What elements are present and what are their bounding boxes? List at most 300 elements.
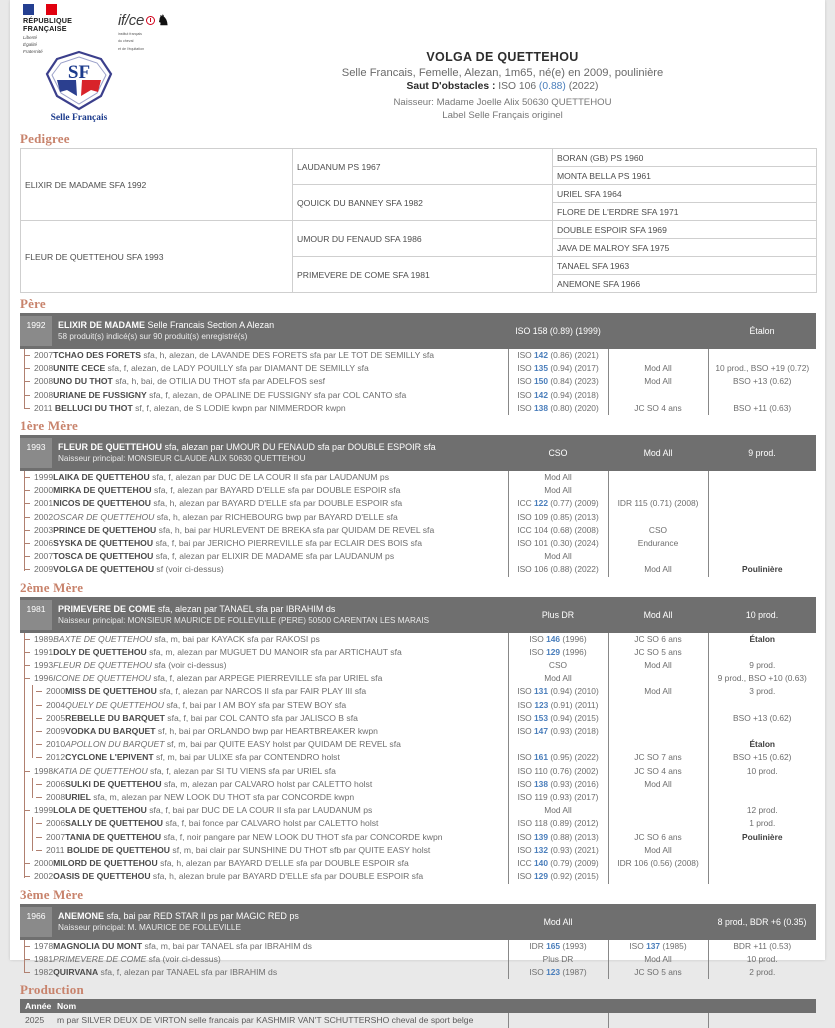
horse-name-cell: ICONE DE QUETTEHOU (53, 673, 152, 684)
birth-year: 2007 (46, 831, 66, 842)
horse-name-cell: MIRKA DE QUETTEHOU (53, 485, 152, 496)
index-col2: ISO 142 (0.86) (2021) (517, 350, 599, 360)
index-col3 (611, 511, 706, 524)
ifce-sub1: institut français (118, 32, 142, 36)
birth-year: 2011 (46, 844, 67, 855)
birth-year: 2001 (34, 498, 54, 509)
list-item (24, 362, 506, 375)
generation-header-col2: CSO (508, 435, 608, 471)
horse-detail: sfa, h, alezan par BAYARD D'ELLE sfa par DOUBLE ESPOIR sfa (151, 498, 403, 509)
index-col2: ISO 142 (0.94) (2018) (517, 389, 599, 400)
index-col2: Mod All (544, 805, 572, 816)
generation-header-col2: Mod All (508, 904, 608, 940)
pedigree-g3: ANEMONE SFA 1966 (553, 275, 817, 293)
generation-header-name: 1993 FLEUR DE QUETTEHOU sfa, alezan par UMOUR DU FENAUD sfa par DOUBLE ESPOIR sfa Naisseur principal: MONSIEUR CLAUDE ALIX 50630 QUETTEHOU (20, 435, 508, 471)
horse-detail: sfa, h, bai, de OTILIA DU THOT sfa par ADELFOS sesf (112, 376, 326, 387)
list-item (24, 817, 506, 830)
list-item (24, 646, 506, 659)
section-title-pere: Père (20, 296, 46, 311)
production-year: 2025 (25, 1015, 45, 1026)
pedigree-g2: PRIMEVERE DE COME SFA 1981 (293, 257, 553, 293)
index-col2: ICC 104 (0.68) (2008) (517, 524, 599, 535)
horse-description: Selle Francais, Femelle, Alezan, 1m65, né(e) en 2009, poulinière (341, 67, 664, 79)
horse-detail: sfa, h, alezan brule par BAYARD D'ELLE sfa par DOUBLE ESPOIR sfa (150, 871, 424, 882)
list-item (24, 778, 506, 791)
index-col3 (611, 349, 706, 362)
horse-detail: sfa, m, alezan par MUGUET DU MANOIR sfa par ARTICHAUT sfa (146, 646, 402, 657)
republique-francaise-logo (23, 4, 85, 54)
index-col3: JC SO 7 ans (634, 752, 682, 763)
discipline-year: (2022) (568, 81, 599, 92)
horse-detail: sfa, f, alezan par BAYARD D'ELLE sfa par DOUBLE ESPOIR sfa (151, 485, 401, 496)
status-col4 (711, 857, 815, 870)
generation-header-col4: 10 prod. (708, 597, 816, 633)
horse-name-cell: OSCAR DE QUETTEHOU (53, 511, 155, 522)
horse-detail: sf, h, bai par ORLANDO bwp par HEARTBREAKER kwpn (155, 726, 378, 737)
pedigree-g3: FLORE DE L'ERDRE SFA 1971 (553, 203, 817, 221)
status-col4: 10 prod. (746, 765, 778, 776)
list-item (24, 471, 506, 484)
index-col3: Mod All (644, 363, 672, 374)
status-col4: 10 prod., BSO +19 (0.72) (715, 363, 810, 374)
generation-header-horse: ELIXIR DE MADAME (58, 320, 146, 330)
index-col3 (611, 791, 706, 804)
ifce-logo (118, 12, 203, 51)
column-status (708, 940, 816, 980)
names-column (20, 940, 508, 980)
republique-motto3: Fraternité (23, 48, 43, 54)
generation-header-row (20, 597, 816, 633)
list-item (24, 511, 506, 524)
horse-detail: sfa, f, alezan par ARPEGE PIERREVILLE sfa par URIEL sfa (151, 673, 383, 684)
birth-year: 2009 (34, 564, 54, 575)
column-performance (608, 940, 708, 980)
horse-detail: sfa, f, noir pangare par NEW LOOK DU THOT sfa par CONCORDE kwpn (161, 831, 443, 842)
horse-name-cell: OASIS DE QUETTEHOU (53, 871, 151, 882)
birth-year: 2007 (34, 350, 54, 360)
index-col3 (611, 725, 706, 738)
republique-line2: FRANÇAISE (23, 24, 67, 34)
horse-name-cell: CYCLONE L'EPIVENT (65, 752, 154, 763)
names-column (20, 471, 508, 577)
index-col2: Plus DR (542, 953, 574, 964)
status-col4 (711, 484, 815, 497)
index-col2: ISO 132 (0.93) (2021) (517, 844, 599, 855)
pedigree-tree (20, 349, 506, 415)
list-item (24, 524, 506, 537)
status-col4 (711, 349, 815, 362)
horse-detail: sfa, f, alezan par TANAEL sfa par IBRAHIM ds (98, 966, 278, 977)
status-col4 (711, 550, 815, 563)
index-col2: ISO 153 (0.94) (2015) (517, 712, 599, 723)
names-column (20, 349, 508, 415)
list-item (24, 804, 506, 817)
index-col3 (611, 804, 706, 817)
status-col4 (711, 471, 815, 484)
horse-detail: sfa, f, alezan par NARCOS II sfa par FAIR PLAY III sfa (156, 686, 367, 697)
list-item (24, 563, 506, 576)
birth-year: 1998 (34, 765, 54, 776)
index-col2: ISO 106 (0.88) (2022) (517, 564, 599, 575)
horse-title-block (195, 50, 810, 121)
section-title-production: Production (20, 982, 84, 998)
status-col4 (711, 725, 815, 738)
horse-detail: sf, f, alezan, de S LODIE kwpn par NIMMERDOR kwpn (132, 402, 346, 413)
list-item (24, 550, 506, 563)
list-item (24, 497, 506, 510)
list-item (24, 484, 506, 497)
birth-year: 2005 (46, 712, 66, 723)
index-col3: JC SO 6 ans (634, 831, 682, 842)
generation-header-year: 1966 (20, 907, 52, 937)
index-col2 (511, 738, 606, 751)
index-col2: ISO 110 (0.76) (2002) (517, 765, 599, 776)
generation-header-sub: 58 produit(s) indicé(s) sur 90 produit(s) enregistré(s) (58, 332, 248, 341)
pedigree-table (20, 148, 817, 293)
pedigree-dam: FLEUR DE QUETTEHOU SFA 1993 (21, 221, 293, 293)
list-item (24, 349, 506, 362)
status-col4 (711, 497, 815, 510)
birth-year: 2008 (34, 389, 54, 400)
horse-name-cell: VOLGA DE QUETTEHOU (53, 564, 155, 575)
discipline-index: ISO 106 (498, 81, 537, 92)
horse-name-cell: LOLA DE QUETTEHOU (53, 805, 147, 816)
index-col3: IDR 106 (0.56) (2008) (617, 858, 699, 869)
horse-name-cell: UNO DU THOT (53, 376, 113, 387)
index-col2: ISO 135 (0.94) (2017) (517, 363, 599, 374)
production-name: m par SILVER DEUX DE VIRTON selle francais par KASHMIR VAN'T SCHUTTERSHO cheval de sport belge (57, 1015, 474, 1026)
horse-name-cell: DOLY DE QUETTEHOU (53, 646, 147, 657)
discipline-label: Saut D'obstacles : (406, 81, 496, 92)
generation-header-row (20, 904, 816, 940)
index-col3 (611, 699, 706, 712)
index-col2: ISO 101 (0.30) (2024) (517, 538, 599, 549)
production-table (20, 999, 816, 1028)
pedigree-tree (20, 940, 506, 980)
index-col3 (611, 550, 706, 563)
horse-detail: sf, m, bai par ULIXE sfa par CONTENDRO holst (153, 752, 340, 763)
index-col3: Mod All (644, 778, 672, 789)
horse-detail: sfa, f, alezan par ELIXIR DE MADAME sfa par LAUDANUM ps (153, 551, 395, 562)
list-item (24, 537, 506, 550)
horse-name: VOLGA DE QUETTEHOU (426, 50, 579, 64)
production-col-nom: Nom (52, 999, 508, 1013)
republique-line1: RÉPUBLIQUE (23, 16, 73, 25)
list-item (24, 375, 506, 388)
birth-year: 2002 (34, 871, 54, 882)
pedigree-g2: UMOUR DU FENAUD SFA 1986 (293, 221, 553, 257)
list-item (24, 831, 506, 844)
index-col2: ISO 119 (0.93) (2017) (517, 792, 599, 803)
index-col3: Mod All (644, 844, 672, 855)
label-line: Label Selle Français originel (442, 110, 563, 121)
index-col2: ISO 129 (0.92) (2015) (517, 871, 599, 882)
birth-year: 2000 (34, 858, 54, 869)
index-col3: Mod All (644, 564, 672, 575)
horse-detail: sfa, h, bai par HURLEVENT DE BREKA sfa par QUIDAM DE REVEL sfa (156, 524, 435, 535)
horse-name-cell: FLEUR DE QUETTEHOU (53, 660, 152, 671)
generation-header-name: 1981 PRIMEVERE DE COME sfa, alezan par TANAEL sfa par IBRAHIM ds Naisseur principal: MONSIEUR MAURICE DE FOLLEVILLE (PERE) 50500 CARENTAN LES MARAIS (20, 597, 508, 633)
list-item (24, 725, 506, 738)
generation-header-year: 1981 (20, 600, 52, 630)
section-title-mere1: 1ère Mère (20, 418, 78, 434)
status-col4: BSO +15 (0.62) (733, 752, 792, 763)
horse-detail: sfa, m, bai par KAYACK sfa par RAKOSI ps (151, 633, 320, 644)
generation-header-year: 1992 (20, 316, 52, 346)
generation-header-row (20, 435, 816, 471)
index-col2: ISO 138 (0.93) (2016) (517, 778, 599, 789)
generation-body-row (20, 633, 816, 884)
status-col4: Étalon (749, 739, 776, 750)
birth-year: 2008 (34, 363, 54, 374)
index-col3: JC SO 5 ans (634, 646, 682, 657)
status-col4: 9 prod., BSO +10 (0.63) (717, 673, 807, 684)
list-item (24, 389, 506, 402)
horse-detail: sfa, m, alezan par NEW LOOK DU THOT sfa par CONCORDE kwpn (90, 792, 355, 803)
index-col3 (611, 738, 706, 751)
status-col4: BSO +13 (0.62) (733, 376, 792, 387)
discipline-cd: (0.88) (538, 81, 566, 92)
status-col4: 10 prod. (746, 953, 778, 964)
status-col4 (711, 699, 815, 712)
index-col2: ISO 146 (1996) (529, 633, 587, 644)
horse-name-cell: MAGNOLIA DU MONT (53, 940, 143, 951)
list-item (24, 659, 506, 672)
horse-name-cell: TANIA DE QUETTEHOU (65, 831, 162, 842)
generation-header-col3 (608, 313, 708, 349)
pedigree-g3: URIEL SFA 1964 (553, 185, 817, 203)
generation-header-sub: Naisseur principal: MONSIEUR CLAUDE ALIX 50630 QUETTEHOU (58, 454, 306, 464)
generation-header-name: 1992 ELIXIR DE MADAME Selle Francais Section A Alezan 58 produit(s) indicé(s) sur 90 produit(s) enregistré(s) (20, 313, 508, 349)
list-item (24, 633, 506, 646)
list-item (24, 791, 506, 804)
column-status (708, 633, 816, 884)
production-col-annee: Année (20, 999, 52, 1013)
birth-year: 2006 (46, 818, 66, 829)
index-col2: ISO 147 (0.93) (2018) (517, 726, 599, 737)
pedigree-g2: QOUICK DU BANNEY SFA 1982 (293, 185, 553, 221)
section-title-mere2: 2ème Mère (20, 579, 84, 595)
pedigree-tree (20, 471, 506, 577)
list-item (24, 870, 506, 883)
index-col3: Endurance (637, 538, 679, 549)
list-item (24, 966, 506, 979)
horse-icon: ♞ (157, 12, 170, 28)
index-col3 (611, 870, 706, 883)
generation-header-row (20, 313, 816, 349)
birth-year: 1991 (34, 646, 54, 657)
index-col2: IDR 165 (1993) (529, 940, 587, 951)
generation-header-name: 1966 ANEMONE sfa, bai par RED STAR II ps par MAGIC RED ps Naisseur principal: M. MAURICE DE FOLLEVILLE (20, 904, 508, 940)
birth-year: 2008 (46, 792, 66, 803)
list-item (24, 857, 506, 870)
index-col2: ISO 123 (0.91) (2011) (517, 699, 599, 710)
horse-detail: sfa (voir ci-dessus) (146, 953, 221, 964)
birth-year: 1982 (34, 966, 54, 977)
column-index (508, 349, 608, 415)
pedigree-sire: ELIXIR DE MADAME SFA 1992 (21, 149, 293, 221)
birth-year: 2008 (34, 376, 54, 387)
status-col4: Poulinière (742, 564, 783, 575)
status-col4: Poulinière (742, 831, 783, 842)
republique-motto2: Égalité (23, 42, 38, 48)
horse-detail: sfa, h, alezan par BAYARD D'ELLE sfa par DOUBLE ESPOIR sfa (157, 858, 409, 869)
svg-text:SF: SF (67, 62, 91, 83)
birth-year: 1999 (34, 805, 54, 816)
section-title-pedigree: Pedigree (20, 131, 70, 146)
birth-year: 2006 (34, 538, 54, 549)
breeder-line: Naisseur: Madame Joelle Alix 50630 QUETTEHOU (393, 97, 612, 108)
table-row (21, 221, 817, 239)
generation-body-row (20, 940, 816, 980)
pedigree-g3: TANAEL SFA 1963 (553, 257, 817, 275)
status-col4: 1 prod. (749, 818, 776, 829)
index-col2: Mod All (544, 485, 572, 496)
generation-header-sub: Naisseur principal: M. MAURICE DE FOLLEVILLE (58, 922, 241, 932)
horse-name-cell: MILORD DE QUETTEHOU (53, 858, 158, 869)
list-item (24, 685, 506, 698)
index-col3: JC SO 4 ans (634, 402, 682, 413)
document-page (10, 0, 825, 1026)
horse-name-cell: TOSCA DE QUETTEHOU (53, 551, 154, 562)
names-column (20, 633, 508, 884)
birth-year: 2007 (34, 551, 54, 562)
birth-year: 2002 (34, 511, 54, 522)
generation-header-year: 1993 (20, 438, 52, 468)
column-index (508, 471, 608, 577)
horse-name-cell: BAXTE DE QUETTEHOU (53, 633, 152, 644)
index-col2: CSO (548, 660, 568, 671)
index-col2: ISO 109 (0.85) (2013) (517, 511, 599, 522)
birth-year: 1993 (34, 660, 54, 671)
horse-name-cell: SYSKA DE QUETTEHOU (53, 538, 154, 549)
index-col2: Mod All (544, 551, 572, 562)
horse-detail: sfa, f, alezan par DUC DE LA COUR II sfa par LAUDANUM ps (149, 472, 390, 483)
column-performance (608, 633, 708, 884)
index-col3: JC SO 6 ans (634, 633, 682, 644)
list-item (24, 953, 506, 966)
birth-year: 2003 (34, 524, 54, 535)
french-flag-icon (23, 4, 57, 15)
sf-caption: Selle Français (50, 113, 108, 123)
horse-name-cell: SALLY DE QUETTEHOU (65, 818, 164, 829)
status-col4: Étalon (749, 633, 776, 644)
document-header (15, 0, 820, 128)
list-item (24, 699, 506, 712)
list-item (24, 940, 506, 953)
generation-header-col2: Plus DR (508, 597, 608, 633)
horse-name-cell: URIANE DE FUSSIGNY (53, 389, 147, 400)
horse-detail: sf, m, bai par QUITE EASY holst par QUIDAM DE REVEL sfa (164, 739, 401, 750)
index-col3 (611, 672, 706, 685)
birth-year: 2000 (34, 485, 54, 496)
birth-year: 2000 (46, 686, 66, 697)
column-status (708, 471, 816, 577)
status-col4 (711, 646, 815, 659)
generation-header-col4: 8 prod., BDR +6 (0.35) (708, 904, 816, 940)
birth-year: 1978 (34, 940, 54, 951)
index-col2: ICC 122 (0.77) (2009) (517, 498, 599, 509)
index-col3: IDR 115 (0.71) (2008) (617, 498, 699, 509)
column-index (508, 940, 608, 980)
index-col2: ICC 140 (0.79) (2009) (517, 858, 599, 869)
horse-name-cell: LAIKA DE QUETTEHOU (53, 472, 150, 483)
horse-name-cell: KATIA DE QUETTEHOU (53, 765, 148, 776)
pedigree-g3: DOUBLE ESPOIR SFA 1969 (553, 221, 817, 239)
index-col3: Mod All (644, 686, 672, 697)
pedigree-g3: MONTA BELLA PS 1961 (553, 167, 817, 185)
index-col2: ISO 139 (0.88) (2013) (517, 831, 599, 842)
horse-detail: sf, m, bai clair par SUNSHINE DU THOT sfb par QUITE EASY holst (170, 844, 431, 855)
ifce-circle-icon (146, 16, 155, 25)
index-col2: Mod All (544, 472, 572, 483)
index-col3: CSO (648, 524, 668, 535)
birth-year: 2011 (34, 402, 55, 413)
horse-detail: sfa, f, alezan par SI TU VIENS sfa par URIEL sfa (147, 765, 336, 776)
status-col4: 2 prod. (749, 966, 776, 977)
mere2-table (20, 597, 816, 884)
index-col3 (611, 471, 706, 484)
list-item (24, 844, 506, 857)
ifce-wordmark: if/ce (118, 12, 145, 29)
horse-name-cell: PRINCE DE QUETTEHOU (53, 524, 157, 535)
status-col4 (711, 537, 815, 550)
birth-year: 1989 (34, 633, 54, 644)
horse-discipline-line (195, 81, 810, 92)
status-col4: BSO +13 (0.62) (733, 712, 792, 723)
index-col3: Mod All (644, 376, 672, 387)
birth-year: 2006 (46, 778, 66, 789)
index-col3: JC SO 5 ans (634, 966, 682, 977)
horse-name-cell: QUIRVANA (53, 966, 99, 977)
generation-header-col3 (608, 904, 708, 940)
section-title-mere3: 3ème Mère (20, 886, 84, 902)
birth-year: 2010 (46, 739, 66, 750)
horse-name-cell: APOLLON DU BARQUET (65, 739, 165, 750)
generation-header-sub: Naisseur principal: MONSIEUR MAURICE DE FOLLEVILLE (PERE) 50500 CARENTAN LES MARAIS (58, 615, 430, 625)
index-col3: JC SO 4 ans (634, 765, 682, 776)
ifce-sub2: du cheval (118, 39, 134, 44)
mere1-table (20, 435, 816, 577)
generation-header-col2: ISO 158 (0.89) (1999) (508, 313, 608, 349)
horse-name-cell: TCHAO DES FORETS (53, 350, 141, 360)
status-col4 (711, 778, 815, 791)
horse-name-cell: BELLUCI DU THOT (54, 402, 133, 413)
index-col2: ISO 138 (0.80) (2020) (517, 402, 599, 413)
pedigree-g3: JAVA DE MALROY SFA 1975 (553, 239, 817, 257)
generation-body-row (20, 471, 816, 577)
birth-year: 2012 (46, 752, 66, 763)
horse-name-cell: REBELLE DU BARQUET (65, 712, 165, 723)
column-status (708, 349, 816, 415)
horse-detail: sfa (voir ci-dessus) (151, 660, 227, 671)
generation-body-row (20, 349, 816, 415)
birth-year: 2004 (46, 699, 66, 710)
status-col4: 9 prod. (749, 660, 776, 671)
birth-year: 1981 (34, 953, 54, 964)
list-item (24, 751, 506, 764)
generation-header-horse: ANEMONE (58, 910, 105, 921)
selle-francais-logo (35, 50, 123, 123)
table-row (20, 1013, 816, 1028)
status-col4 (711, 524, 815, 537)
index-col2: ISO 118 (0.89) (2012) (517, 818, 599, 829)
birth-year: 2009 (46, 726, 66, 737)
pedigree-g2: LAUDANUM PS 1967 (293, 149, 553, 185)
column-index (508, 633, 608, 884)
column-performance (608, 349, 708, 415)
horse-name-cell: UNITE CECE (53, 363, 106, 374)
